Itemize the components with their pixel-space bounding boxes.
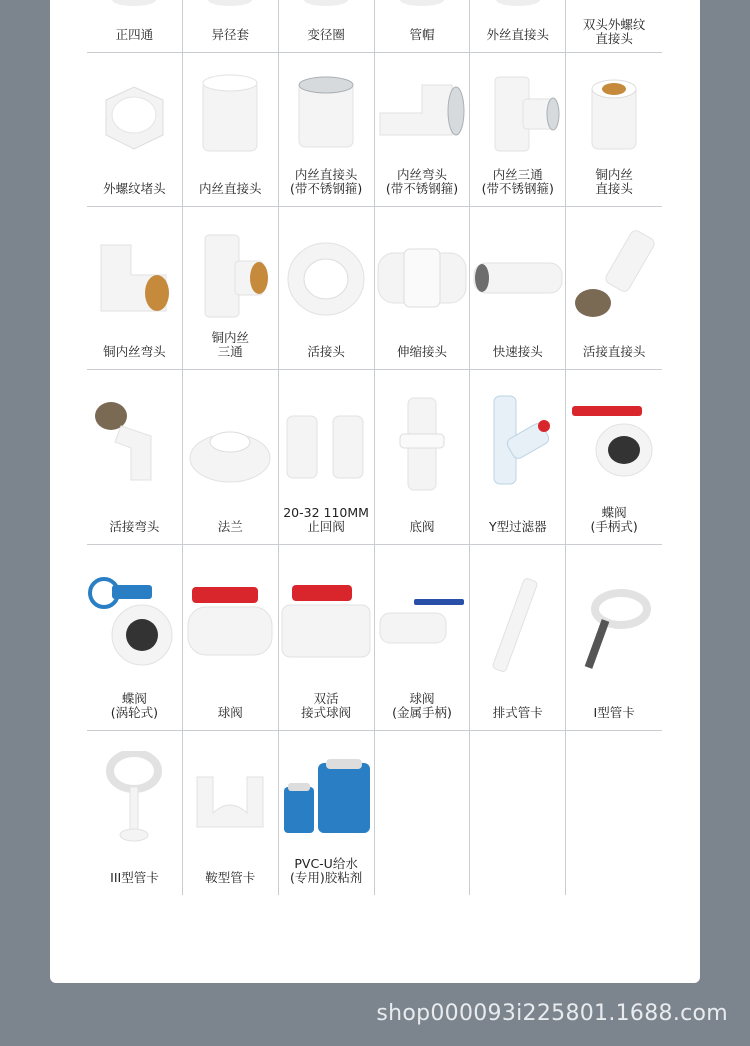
product-image: [392, 394, 452, 494]
product-label: 外螺纹堵头: [103, 181, 166, 196]
product-image: [94, 751, 174, 843]
product-label: 伸缩接头: [396, 344, 447, 359]
product-image: [91, 235, 177, 321]
product-image: [281, 410, 371, 484]
product-cell[interactable]: [566, 53, 662, 206]
product-label: 球阀 (金属手柄): [392, 691, 452, 720]
product-label: 铜内丝 三通: [211, 330, 250, 359]
product-image: [296, 0, 356, 8]
product-image: [374, 75, 470, 155]
product-image: [187, 767, 273, 837]
product-cell[interactable]: [470, 0, 566, 52]
product-cell[interactable]: [375, 370, 471, 544]
product-cell[interactable]: [183, 53, 279, 206]
product-cell[interactable]: [279, 731, 375, 895]
product-label: 内丝三通 (带不锈钢箍): [481, 167, 554, 196]
product-catalog-card: [50, 0, 700, 983]
product-image: [200, 0, 260, 8]
product-cell[interactable]: [87, 370, 183, 544]
product-cell[interactable]: [375, 207, 471, 369]
product-cell[interactable]: [375, 0, 471, 52]
product-label: 变径圈: [307, 27, 345, 42]
product-image: [91, 396, 177, 486]
product-image: [182, 581, 278, 661]
product-label: 底阀: [409, 519, 435, 534]
product-cell[interactable]: [183, 0, 279, 52]
product-image: [187, 410, 273, 486]
product-cell[interactable]: [375, 545, 471, 730]
product-cell[interactable]: [279, 545, 375, 730]
product-cell[interactable]: [279, 0, 375, 52]
product-label: 法兰: [217, 519, 243, 534]
product-label: Y型过滤器: [488, 519, 547, 534]
product-label: 快速接头: [492, 344, 543, 359]
product-image: [185, 231, 275, 321]
product-row-6: [87, 731, 662, 895]
product-image: [283, 71, 369, 161]
product-cell[interactable]: [279, 207, 375, 369]
product-cell[interactable]: [87, 53, 183, 206]
empty-cell: [566, 731, 662, 895]
product-image: [392, 0, 452, 8]
product-cell[interactable]: [183, 207, 279, 369]
product-label: 蝶阀 (手柄式): [590, 505, 638, 534]
product-label: 双头外螺纹 直接头: [582, 17, 646, 46]
product-label: 内丝直接头: [199, 181, 262, 196]
product-row-4: [87, 370, 662, 545]
product-image: [281, 237, 371, 321]
product-cell[interactable]: [566, 545, 662, 730]
product-row-5: [87, 545, 662, 731]
product-label: 蝶阀 (涡轮式): [110, 691, 159, 720]
product-cell[interactable]: [279, 370, 375, 544]
product-cell[interactable]: [87, 731, 183, 895]
product-image: [374, 595, 470, 655]
product-image: [86, 571, 182, 671]
product-image: [374, 243, 470, 313]
product-label: 内丝弯头 (带不锈钢箍): [385, 167, 459, 196]
product-image: [478, 573, 558, 673]
product-row-3: [87, 207, 662, 370]
product-image: [566, 400, 662, 480]
product-label: 活接直接头: [582, 344, 646, 359]
product-cell[interactable]: [566, 207, 662, 369]
product-image: [478, 390, 558, 490]
product-cell[interactable]: [279, 53, 375, 206]
product-cell[interactable]: [470, 545, 566, 730]
product-image: [470, 253, 566, 303]
product-label: PVC-U给水 (专用)胶粘剂: [289, 856, 363, 885]
product-image: [473, 71, 563, 161]
product-image: [187, 71, 273, 161]
product-cell[interactable]: [566, 370, 662, 544]
product-cell[interactable]: [470, 370, 566, 544]
product-image: [569, 225, 659, 325]
product-label: 铜内丝弯头: [103, 344, 166, 359]
product-row-1: [87, 0, 662, 53]
product-cell[interactable]: [470, 53, 566, 206]
product-label: 球阀: [217, 705, 243, 720]
product-label: 活接弯头: [109, 519, 160, 534]
product-cell[interactable]: [183, 545, 279, 730]
product-label: 异径套: [211, 27, 250, 42]
product-image: [488, 0, 548, 8]
product-cell[interactable]: [566, 0, 662, 52]
product-cell[interactable]: [183, 731, 279, 895]
product-label: I型管卡: [593, 705, 635, 720]
product-cell[interactable]: [375, 53, 471, 206]
product-cell[interactable]: [87, 0, 183, 52]
product-label: 外丝直接头: [486, 27, 550, 42]
product-image: [104, 0, 164, 8]
product-label: 双活 接式球阀: [301, 691, 352, 720]
product-image: [278, 757, 374, 843]
product-label: 排式管卡: [492, 705, 543, 720]
product-image: [574, 75, 654, 161]
empty-cell: [470, 731, 566, 895]
product-label: III型管卡: [110, 870, 159, 885]
product-image: [91, 75, 177, 161]
product-label: 鞍型管卡: [205, 870, 256, 885]
product-label: 活接头: [307, 344, 345, 359]
product-cell[interactable]: [87, 207, 183, 369]
product-row-2: [87, 53, 662, 207]
product-label: 铜内丝 直接头: [595, 167, 633, 196]
product-label: 正四通: [115, 27, 154, 42]
product-cell[interactable]: [183, 370, 279, 544]
product-label: 管帽: [409, 27, 435, 42]
product-label: 内丝直接头 (带不锈钢箍): [289, 167, 363, 196]
empty-cell: [375, 731, 471, 895]
product-image: [571, 589, 657, 675]
shop-url-watermark: shop000093i225801.1688.com: [376, 1001, 728, 1026]
product-label: 20-32 110MM 止回阀: [283, 505, 369, 534]
product-grid: [87, 0, 662, 895]
product-cell[interactable]: [470, 207, 566, 369]
product-cell[interactable]: [87, 545, 183, 730]
product-image: [278, 581, 374, 665]
